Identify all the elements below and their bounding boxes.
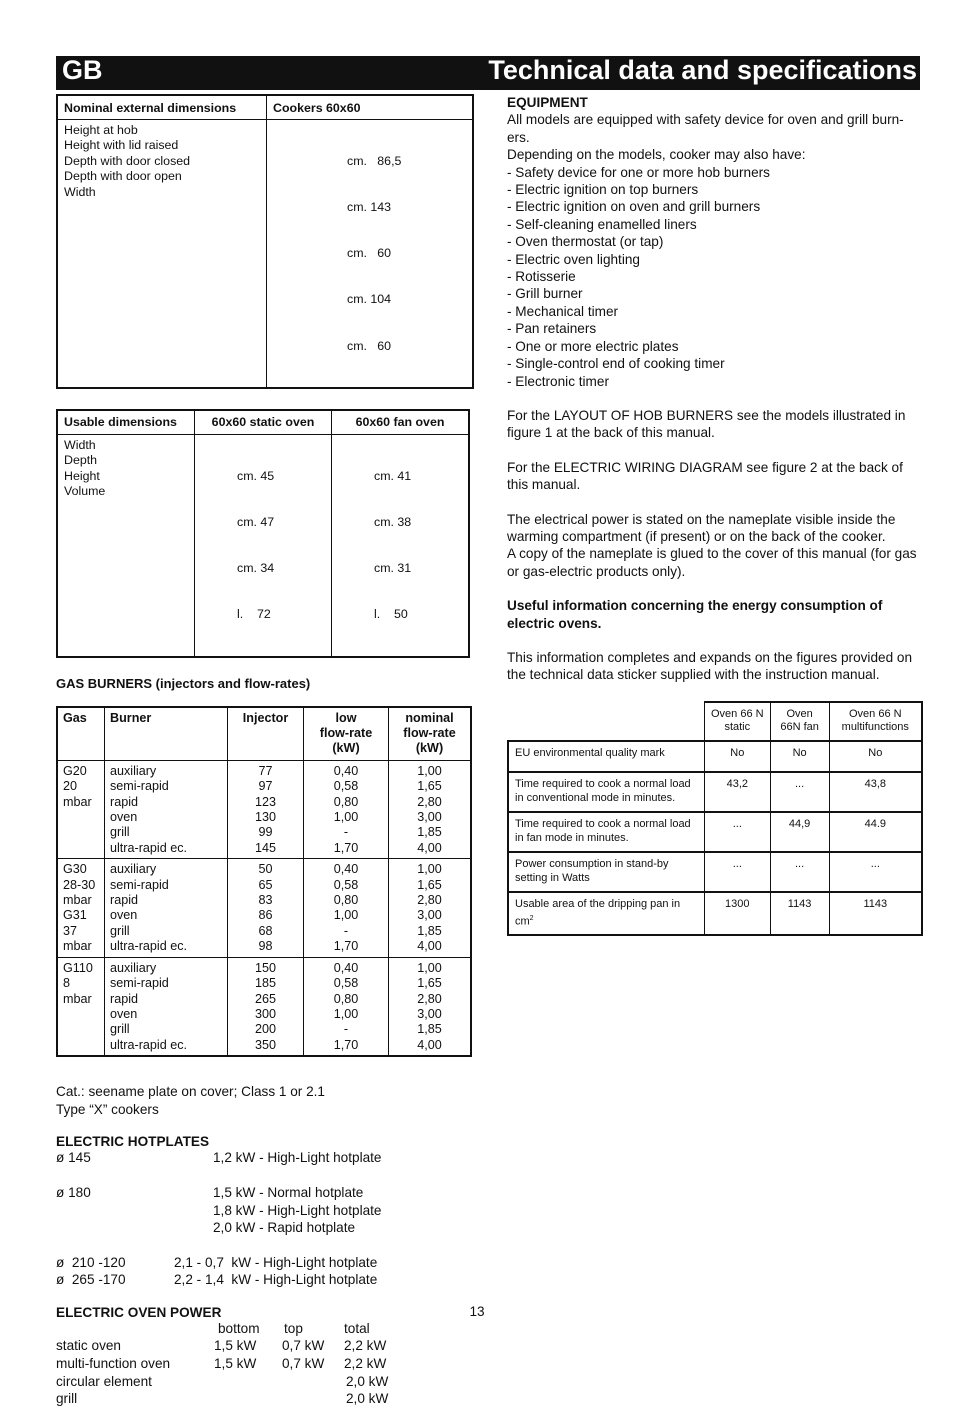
injector-list: 150 185 265 300 200 350 (228, 957, 304, 1056)
energy-value: ... (829, 852, 922, 892)
nominal-flow-list: 1,00 1,65 2,80 3,00 1,85 4,00 (389, 957, 472, 1056)
category-info (56, 1083, 474, 1118)
energy-row-label: Time required to cook a normal load in fan mode in minutes. (508, 812, 705, 852)
usable-label: Height (64, 468, 100, 483)
energy-value: 43,8 (829, 772, 922, 812)
equipment-item: - Single-control end of cooking timer (507, 356, 725, 372)
usable-header: Usable dimensions (57, 410, 195, 435)
equipment-item: - Safety device for one or more hob burners (507, 164, 770, 180)
page-header (56, 56, 920, 90)
usable-value: cm. 38 (374, 514, 412, 529)
energy-col-header: Oven 66 N static (705, 702, 771, 741)
energy-value: 1300 (705, 892, 771, 935)
energy-row (508, 812, 922, 852)
energy-row-label: Power consumption in stand-by setting in Watts (508, 852, 705, 892)
energy-value: 1143 (829, 892, 922, 935)
dims-label: Height with lid raised (64, 138, 179, 153)
usable-value: cm. 34 (237, 561, 275, 576)
gas-header: low flow-rate (kW) (304, 707, 389, 761)
energy-row-label: Time required to cook a normal load in conventional mode in minutes. (508, 772, 705, 812)
gas-type: G110 8 mbar (57, 957, 105, 1056)
category-line: Cat.: seename plate on cover; Class 1 or 2.1 (56, 1084, 325, 1100)
energy-row (508, 892, 922, 935)
energy-row (508, 772, 922, 812)
oven-power-title: ELECTRIC OVEN POWER (56, 1304, 222, 1320)
energy-value: 1143 (770, 892, 829, 935)
usable-label: Volume (64, 484, 106, 499)
energy-value: ... (770, 852, 829, 892)
page-number: 13 (469, 1304, 485, 1319)
dims-value: cm. 60 (347, 338, 392, 353)
equipment-item: - One or more electric plates (507, 338, 679, 354)
dims-labels (57, 120, 267, 388)
oven-power-col: bottom (218, 1320, 260, 1336)
usable-header: 60x60 static oven (195, 410, 332, 435)
energy-value: No (705, 741, 771, 772)
dims-value: cm. 104 (347, 292, 392, 307)
gas-type: G20 20 mbar (57, 760, 105, 858)
hotplate-desc: 2,2 - 1,4 kW - High-Light hotplate (174, 1272, 378, 1288)
dims-header-value: Cookers 60x60 (267, 95, 474, 120)
right-column (507, 94, 925, 936)
equipment-item: - Electric ignition on oven and grill burners (507, 199, 761, 215)
gas-header: nominal flow-rate (kW) (389, 707, 472, 761)
gas-group-row (57, 760, 471, 858)
dims-values (267, 120, 474, 388)
usable-labels (57, 434, 195, 656)
superscript: 2 (529, 914, 534, 922)
info-paragraph: This information completes and expands on the figures provided on the technical data sticker supplied with the instruction manual. (507, 649, 913, 683)
usable-label: Depth (64, 453, 98, 468)
equipment-item: - Electric oven lighting (507, 251, 640, 267)
hotplate-size: ø 210 -120 (56, 1254, 126, 1270)
gas-burners-title: GAS BURNERS (injectors and flow-rates) (56, 675, 311, 691)
usable-value: l. 72 (237, 607, 271, 622)
oven-type: circular element (56, 1373, 152, 1389)
burner-list: auxiliary semi-rapid rapid oven grill ultra-rapid ec. (105, 859, 228, 957)
burner-list: auxiliary semi-rapid rapid oven grill ultra-rapid ec. (105, 760, 228, 858)
oven-top: 0,7 kW (282, 1356, 325, 1372)
energy-row (508, 741, 922, 772)
oven-power-table (56, 1320, 474, 1408)
injector-list: 50 65 83 86 68 98 (228, 859, 304, 957)
dims-value: cm. 60 (347, 246, 392, 261)
external-dimensions-table (56, 94, 474, 389)
oven-type: multi-function oven (56, 1356, 171, 1372)
equipment-item: - Rotisserie (507, 269, 576, 285)
nominal-flow-list: 1,00 1,65 2,80 3,00 1,85 4,00 (389, 859, 472, 957)
hotplate-desc: 1,2 kW - High-Light hotplate (213, 1150, 382, 1166)
hotplate-size: ø 145 (56, 1150, 91, 1166)
usable-label: Width (64, 437, 96, 452)
page-title: Technical data and specifications (488, 55, 917, 85)
copy-paragraph: A copy of the nameplate is glued to the cover of this manual (for gas or gas-electric products only). (507, 546, 917, 579)
oven-bottom: 1,5 kW (214, 1356, 257, 1372)
hotplate-size: ø 180 (56, 1184, 91, 1200)
energy-row (508, 852, 922, 892)
energy-row-label (508, 892, 705, 935)
usable-value: l. 50 (374, 607, 408, 622)
hotplates-list (56, 1149, 474, 1289)
oven-top: 0,7 kW (282, 1338, 325, 1354)
equipment-item: - Grill burner (507, 286, 583, 302)
oven-power-col: top (284, 1320, 303, 1336)
oven-total: 2,2 kW (344, 1356, 387, 1372)
equipment-lead: Depending on the models, cooker may also have: (507, 147, 806, 163)
injector-list: 77 97 123 130 99 145 (228, 760, 304, 858)
gas-group-row (57, 957, 471, 1056)
equipment-item: - Self-cleaning enamelled liners (507, 216, 697, 232)
energy-value: 44.9 (829, 812, 922, 852)
layout-paragraph: For the LAYOUT OF HOB BURNERS see the models illustrated in figure 1 at the back of this manual. (507, 407, 906, 441)
usable-fan-values (332, 434, 470, 656)
gas-burners-table (56, 706, 472, 1058)
energy-value: 43,2 (705, 772, 771, 812)
oven-total: 2,2 kW (344, 1338, 387, 1354)
low-flow-list: 0,40 0,58 0,80 1,00 - 1,70 (304, 859, 389, 957)
left-column (56, 94, 474, 1408)
energy-row-label: EU environmental quality mark (508, 741, 705, 772)
hotplate-desc: 1,5 kW - Normal hotplate (213, 1184, 364, 1200)
dims-label: Depth with door open (64, 169, 182, 184)
energy-col-header: Oven 66 N multifunctions (829, 702, 922, 741)
gas-group-row (57, 859, 471, 957)
gas-header: Gas (57, 707, 105, 761)
usable-value: cm. 47 (237, 514, 275, 529)
oven-total: 2,0 kW (346, 1391, 389, 1407)
usable-value: cm. 41 (374, 468, 412, 483)
usable-value: cm. 31 (374, 561, 412, 576)
equipment-intro: All models are equipped with safety device for oven and grill burn- ers. (507, 112, 904, 145)
dims-label: Width (64, 184, 96, 199)
equipment-item: - Pan retainers (507, 321, 597, 337)
burner-list: auxiliary semi-rapid rapid oven grill ultra-rapid ec. (105, 957, 228, 1056)
energy-title: Useful information concerning the energy consumption of electric ovens. (507, 598, 883, 631)
dims-label: Height at hob (64, 123, 138, 137)
equipment-title: EQUIPMENT (507, 95, 588, 110)
hotplate-desc: 2,0 kW - Rapid hotplate (213, 1220, 356, 1236)
energy-value: No (829, 741, 922, 772)
equipment-item: - Electronic timer (507, 373, 609, 389)
energy-value: 44,9 (770, 812, 829, 852)
hotplates-title: ELECTRIC HOTPLATES (56, 1134, 210, 1150)
hotplate-size: ø 265 -170 (56, 1272, 126, 1288)
energy-value: ... (705, 852, 771, 892)
nominal-flow-list: 1,00 1,65 2,80 3,00 1,85 4,00 (389, 760, 472, 858)
oven-bottom: 1,5 kW (214, 1338, 257, 1354)
equipment-item: - Oven thermostat (or tap) (507, 234, 664, 250)
equipment-item: - Electric ignition on top burners (507, 182, 699, 198)
hotplate-desc: 1,8 kW - High-Light hotplate (213, 1202, 382, 1218)
type-line: Type “X” cookers (56, 1101, 159, 1117)
oven-type: static oven (56, 1338, 121, 1354)
low-flow-list: 0,40 0,58 0,80 1,00 - 1,70 (304, 957, 389, 1056)
gas-header: Burner (105, 707, 228, 761)
dims-label: Depth with door closed (64, 153, 191, 168)
oven-type: grill (56, 1391, 78, 1407)
low-flow-list: 0,40 0,58 0,80 1,00 - 1,70 (304, 760, 389, 858)
energy-row-label-text: Usable area of the dripping pan in cm (515, 897, 681, 928)
oven-power-col: total (344, 1320, 370, 1336)
usable-header: 60x60 fan oven (332, 410, 470, 435)
language-code: GB (62, 55, 103, 85)
equipment-item: - Mechanical timer (507, 303, 619, 319)
wiring-paragraph: For the ELECTRIC WIRING DIAGRAM see figure 2 at the back of this manual. (507, 459, 903, 493)
energy-table (507, 701, 923, 936)
dims-value: cm. 86,5 (347, 153, 402, 168)
gas-header: Injector (228, 707, 304, 761)
dims-header-label: Nominal external dimensions (57, 95, 267, 120)
gas-type: G30 28-30 mbar G31 37 mbar (57, 859, 105, 957)
power-paragraph: The electrical power is stated on the nameplate visible inside the warming compartment (if present) or on the back of the cooker. (507, 511, 896, 544)
usable-static-values (195, 434, 332, 656)
energy-value: ... (705, 812, 771, 852)
energy-value: No (770, 741, 829, 772)
equipment-list (507, 164, 925, 390)
hotplate-desc: 2,1 - 0,7 kW - High-Light hotplate (174, 1254, 378, 1270)
usable-value: cm. 45 (237, 468, 275, 483)
energy-col-header: Oven 66N fan (770, 702, 829, 741)
energy-value: ... (770, 772, 829, 812)
usable-dimensions-table (56, 409, 470, 658)
oven-total: 2,0 kW (346, 1373, 389, 1389)
dims-value: cm. 143 (347, 200, 392, 215)
